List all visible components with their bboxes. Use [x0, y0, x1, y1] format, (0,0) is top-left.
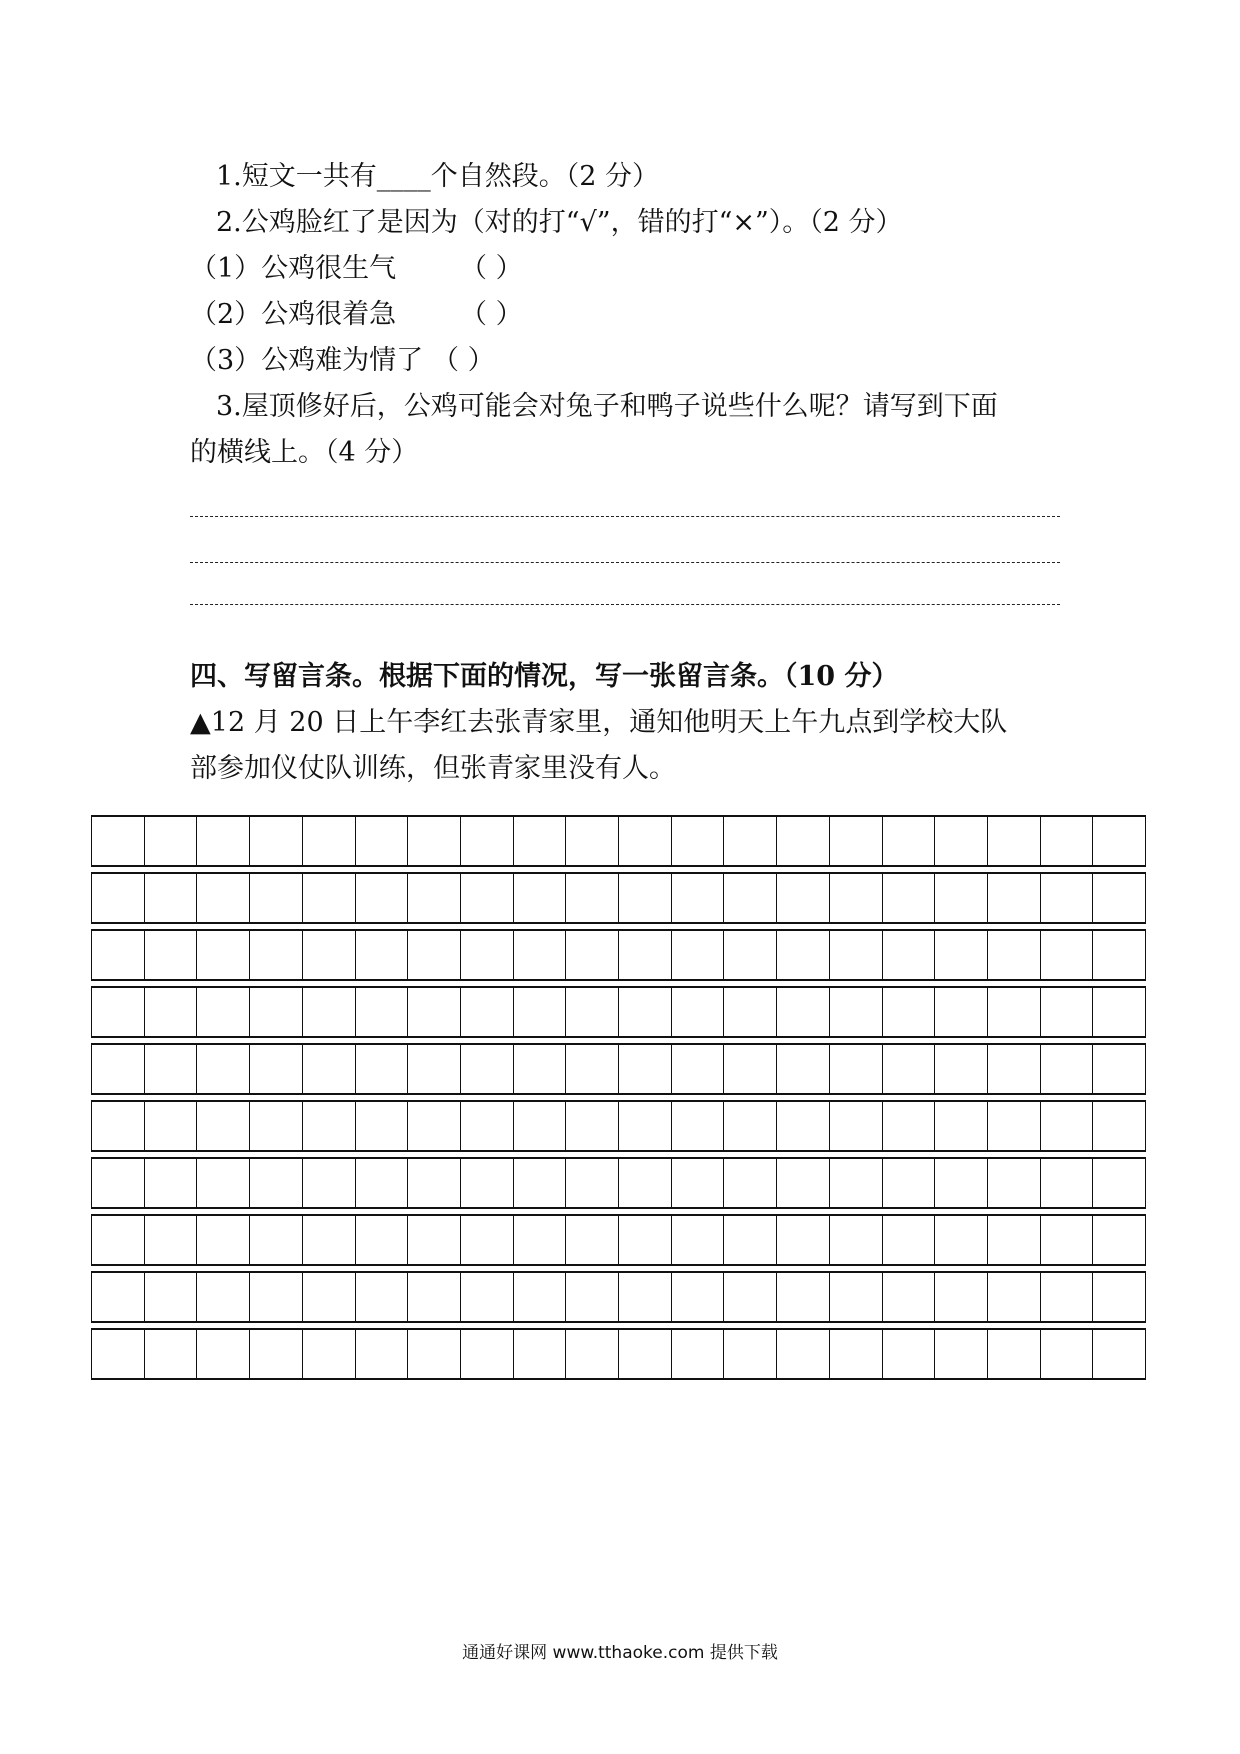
grid-cell[interactable] [460, 1102, 513, 1150]
grid-cell[interactable] [91, 1216, 144, 1264]
grid-cell[interactable] [144, 1330, 197, 1378]
grid-cell[interactable] [565, 988, 618, 1036]
grid-cell[interactable] [249, 931, 302, 979]
grid-cell[interactable] [829, 1216, 882, 1264]
grid-cell[interactable] [249, 817, 302, 865]
answer-line[interactable] [190, 604, 1060, 605]
grid-cell[interactable] [460, 874, 513, 922]
grid-row [91, 1328, 1146, 1380]
grid-cell[interactable] [302, 1159, 355, 1207]
grid-cell[interactable] [671, 1216, 724, 1264]
grid-cell[interactable] [460, 1273, 513, 1321]
grid-cell[interactable] [249, 1045, 302, 1093]
grid-cell[interactable] [249, 1102, 302, 1150]
grid-cell[interactable] [618, 931, 671, 979]
grid-cell[interactable] [776, 931, 829, 979]
grid-cell[interactable] [302, 1216, 355, 1264]
grid-cell[interactable] [565, 931, 618, 979]
grid-cell[interactable] [565, 1045, 618, 1093]
grid-cell[interactable] [196, 817, 249, 865]
writing-grid [91, 815, 1146, 1380]
grid-cell[interactable] [144, 988, 197, 1036]
grid-cell[interactable] [513, 1216, 566, 1264]
grid-cell[interactable] [302, 931, 355, 979]
grid-cell[interactable] [934, 1102, 987, 1150]
grid-cell[interactable] [302, 1273, 355, 1321]
grid-cell[interactable] [196, 1216, 249, 1264]
grid-cell[interactable] [671, 1102, 724, 1150]
grid-cell[interactable] [565, 1216, 618, 1264]
grid-cell[interactable] [882, 1330, 935, 1378]
grid-cell[interactable] [91, 1330, 144, 1378]
grid-cell[interactable] [196, 1330, 249, 1378]
grid-cell[interactable] [618, 1216, 671, 1264]
grid-cell[interactable] [723, 1216, 776, 1264]
grid-cell[interactable] [1092, 874, 1146, 922]
grid-cell[interactable] [196, 1273, 249, 1321]
grid-cell[interactable] [460, 1159, 513, 1207]
question-2-option-1 [190, 252, 523, 286]
grid-cell[interactable] [355, 988, 408, 1036]
grid-cell[interactable] [196, 931, 249, 979]
grid-cell[interactable] [882, 817, 935, 865]
grid-cell[interactable] [302, 1330, 355, 1378]
grid-cell[interactable] [355, 1102, 408, 1150]
grid-cell[interactable] [1092, 1159, 1146, 1207]
grid-cell[interactable] [460, 988, 513, 1036]
grid-row [91, 1157, 1146, 1209]
grid-cell[interactable] [355, 931, 408, 979]
grid-cell[interactable] [1092, 1273, 1146, 1321]
question-3-line-2: 的横线上。（4 分） [190, 437, 419, 468]
grid-cell[interactable] [934, 1045, 987, 1093]
grid-cell[interactable] [671, 931, 724, 979]
grid-cell[interactable] [1040, 1102, 1093, 1150]
grid-cell[interactable] [987, 988, 1040, 1036]
grid-cell[interactable] [934, 874, 987, 922]
grid-cell[interactable] [1040, 1045, 1093, 1093]
grid-cell[interactable] [776, 1045, 829, 1093]
grid-cell[interactable] [987, 1045, 1040, 1093]
grid-cell[interactable] [460, 1216, 513, 1264]
grid-cell[interactable] [1040, 874, 1093, 922]
grid-cell[interactable] [460, 1045, 513, 1093]
grid-cell[interactable] [1040, 1330, 1093, 1378]
grid-cell[interactable] [249, 1273, 302, 1321]
grid-cell[interactable] [618, 817, 671, 865]
grid-cell[interactable] [671, 874, 724, 922]
grid-cell[interactable] [723, 1330, 776, 1378]
grid-cell[interactable] [565, 817, 618, 865]
grid-cell[interactable] [1040, 817, 1093, 865]
grid-cell[interactable] [513, 931, 566, 979]
grid-cell[interactable] [618, 1159, 671, 1207]
grid-cell[interactable] [776, 988, 829, 1036]
grid-cell[interactable] [407, 1102, 460, 1150]
grid-cell[interactable] [144, 1159, 197, 1207]
grid-cell[interactable] [196, 874, 249, 922]
grid-cell[interactable] [513, 874, 566, 922]
grid-cell[interactable] [882, 1273, 935, 1321]
grid-cell[interactable] [934, 1159, 987, 1207]
grid-cell[interactable] [829, 817, 882, 865]
grid-cell[interactable] [407, 1273, 460, 1321]
grid-cell[interactable] [460, 931, 513, 979]
grid-cell[interactable] [355, 874, 408, 922]
grid-cell[interactable] [91, 1102, 144, 1150]
grid-cell[interactable] [1040, 1216, 1093, 1264]
grid-cell[interactable] [249, 1330, 302, 1378]
grid-cell[interactable] [882, 1102, 935, 1150]
grid-cell[interactable] [91, 988, 144, 1036]
grid-row [91, 1100, 1146, 1152]
grid-cell[interactable] [829, 1159, 882, 1207]
grid-cell[interactable] [1040, 1159, 1093, 1207]
grid-cell[interactable] [776, 1273, 829, 1321]
grid-cell[interactable] [407, 931, 460, 979]
grid-row [91, 986, 1146, 1038]
option-text: （1）公鸡很生气 [190, 253, 397, 284]
grid-cell[interactable] [882, 1159, 935, 1207]
grid-cell[interactable] [513, 1330, 566, 1378]
grid-cell[interactable] [302, 1102, 355, 1150]
grid-cell[interactable] [618, 988, 671, 1036]
grid-cell[interactable] [407, 1159, 460, 1207]
grid-cell[interactable] [776, 874, 829, 922]
grid-cell[interactable] [618, 1330, 671, 1378]
grid-cell[interactable] [829, 931, 882, 979]
grid-cell[interactable] [144, 1273, 197, 1321]
question-2-option-3 [190, 344, 495, 378]
grid-cell[interactable] [513, 988, 566, 1036]
section-4-heading: 四、写留言条。根据下面的情况，写一张留言条。（10 分） [190, 661, 899, 692]
grid-cell[interactable] [723, 817, 776, 865]
grid-cell[interactable] [1092, 1330, 1146, 1378]
grid-cell[interactable] [1092, 817, 1146, 865]
grid-cell[interactable] [723, 931, 776, 979]
grid-cell[interactable] [407, 988, 460, 1036]
grid-row [91, 815, 1146, 867]
grid-cell[interactable] [723, 1045, 776, 1093]
grid-cell[interactable] [671, 1159, 724, 1207]
grid-cell[interactable] [1092, 1216, 1146, 1264]
grid-cell[interactable] [407, 1216, 460, 1264]
grid-cell[interactable] [355, 1273, 408, 1321]
grid-cell[interactable] [829, 1045, 882, 1093]
footer-credit: 通通好课网 www.tthaoke.com 提供下载 [462, 1643, 778, 1663]
grid-cell[interactable] [829, 874, 882, 922]
grid-cell[interactable] [618, 1273, 671, 1321]
answer-parentheses[interactable]: （ ） [460, 299, 523, 330]
grid-cell[interactable] [1092, 931, 1146, 979]
grid-cell[interactable] [723, 988, 776, 1036]
grid-cell[interactable] [987, 1159, 1040, 1207]
grid-cell[interactable] [1040, 1273, 1093, 1321]
grid-cell[interactable] [987, 874, 1040, 922]
answer-line[interactable] [190, 562, 1060, 563]
grid-cell[interactable] [91, 1159, 144, 1207]
question-1: 1.短文一共有____个自然段。（2 分） [216, 161, 660, 192]
grid-cell[interactable] [302, 817, 355, 865]
grid-cell[interactable] [987, 1216, 1040, 1264]
grid-cell[interactable] [355, 1330, 408, 1378]
grid-cell[interactable] [565, 1273, 618, 1321]
grid-cell[interactable] [618, 874, 671, 922]
grid-cell[interactable] [1092, 988, 1146, 1036]
grid-cell[interactable] [987, 1273, 1040, 1321]
grid-cell[interactable] [144, 817, 197, 865]
grid-cell[interactable] [1092, 1102, 1146, 1150]
answer-line[interactable] [190, 516, 1060, 517]
grid-cell[interactable] [302, 874, 355, 922]
answer-parentheses[interactable]: （ ） [460, 253, 523, 284]
grid-cell[interactable] [882, 988, 935, 1036]
grid-cell[interactable] [882, 931, 935, 979]
grid-cell[interactable] [302, 988, 355, 1036]
grid-cell[interactable] [618, 1045, 671, 1093]
grid-cell[interactable] [407, 817, 460, 865]
option-text: （2）公鸡很着急 [190, 299, 397, 330]
grid-cell[interactable] [987, 1102, 1040, 1150]
grid-cell[interactable] [249, 1216, 302, 1264]
grid-cell[interactable] [987, 931, 1040, 979]
grid-cell[interactable] [829, 1102, 882, 1150]
grid-cell[interactable] [882, 874, 935, 922]
grid-cell[interactable] [407, 874, 460, 922]
question-2-option-2 [190, 298, 523, 332]
grid-row [91, 1271, 1146, 1323]
grid-cell[interactable] [934, 988, 987, 1036]
grid-cell[interactable] [671, 1045, 724, 1093]
grid-cell[interactable] [565, 874, 618, 922]
grid-cell[interactable] [776, 1102, 829, 1150]
grid-cell[interactable] [723, 874, 776, 922]
grid-cell[interactable] [144, 1216, 197, 1264]
grid-cell[interactable] [249, 874, 302, 922]
grid-cell[interactable] [882, 1216, 935, 1264]
grid-cell[interactable] [618, 1102, 671, 1150]
grid-cell[interactable] [196, 988, 249, 1036]
grid-cell[interactable] [829, 988, 882, 1036]
grid-row [91, 872, 1146, 924]
grid-cell[interactable] [776, 1159, 829, 1207]
grid-cell[interactable] [565, 1330, 618, 1378]
grid-cell[interactable] [91, 1273, 144, 1321]
grid-cell[interactable] [407, 1330, 460, 1378]
grid-cell[interactable] [934, 1216, 987, 1264]
grid-cell[interactable] [987, 817, 1040, 865]
grid-cell[interactable] [91, 874, 144, 922]
grid-cell[interactable] [144, 1102, 197, 1150]
grid-cell[interactable] [355, 1159, 408, 1207]
grid-cell[interactable] [513, 1159, 566, 1207]
answer-parentheses[interactable]: （ ） [432, 345, 495, 376]
grid-cell[interactable] [407, 1045, 460, 1093]
grid-cell[interactable] [671, 1330, 724, 1378]
grid-cell[interactable] [144, 874, 197, 922]
grid-cell[interactable] [196, 1102, 249, 1150]
grid-cell[interactable] [776, 817, 829, 865]
grid-cell[interactable] [196, 1045, 249, 1093]
grid-cell[interactable] [513, 817, 566, 865]
grid-cell[interactable] [460, 817, 513, 865]
grid-cell[interactable] [91, 1045, 144, 1093]
grid-cell[interactable] [671, 1273, 724, 1321]
grid-cell[interactable] [776, 1330, 829, 1378]
grid-cell[interactable] [934, 817, 987, 865]
grid-cell[interactable] [460, 1330, 513, 1378]
grid-cell[interactable] [196, 1159, 249, 1207]
grid-cell[interactable] [934, 1330, 987, 1378]
grid-cell[interactable] [829, 1273, 882, 1321]
grid-cell[interactable] [829, 1330, 882, 1378]
grid-row [91, 929, 1146, 981]
grid-cell[interactable] [776, 1216, 829, 1264]
grid-cell[interactable] [91, 931, 144, 979]
grid-row [91, 1214, 1146, 1266]
grid-cell[interactable] [671, 988, 724, 1036]
grid-cell[interactable] [249, 988, 302, 1036]
grid-cell[interactable] [565, 1102, 618, 1150]
question-3-line-1: 3.屋顶修好后，公鸡可能会对兔子和鸭子说些什么呢？请写到下面 [216, 391, 998, 422]
grid-cell[interactable] [882, 1045, 935, 1093]
grid-cell[interactable] [355, 817, 408, 865]
grid-cell[interactable] [513, 1273, 566, 1321]
grid-cell[interactable] [934, 1273, 987, 1321]
grid-cell[interactable] [355, 1216, 408, 1264]
grid-cell[interactable] [355, 1045, 408, 1093]
grid-cell[interactable] [1040, 988, 1093, 1036]
grid-cell[interactable] [513, 1102, 566, 1150]
grid-cell[interactable] [302, 1045, 355, 1093]
section-4-prompt-line-1: ▲12 月 20 日上午李红去张青家里，通知他明天上午九点到学校大队 [190, 707, 1008, 738]
grid-cell[interactable] [723, 1102, 776, 1150]
grid-cell[interactable] [934, 931, 987, 979]
grid-cell[interactable] [723, 1273, 776, 1321]
option-text: （3）公鸡难为情了 [190, 345, 424, 376]
question-2: 2.公鸡脸红了是因为（对的打“√”，错的打“×”）。（2 分） [216, 207, 903, 238]
grid-cell[interactable] [565, 1159, 618, 1207]
grid-cell[interactable] [1040, 931, 1093, 979]
grid-cell[interactable] [987, 1330, 1040, 1378]
section-4-prompt-line-2: 部参加仪仗队训练，但张青家里没有人。 [190, 753, 676, 784]
grid-cell[interactable] [671, 817, 724, 865]
grid-cell[interactable] [1092, 1045, 1146, 1093]
grid-cell[interactable] [513, 1045, 566, 1093]
grid-cell[interactable] [249, 1159, 302, 1207]
grid-cell[interactable] [723, 1159, 776, 1207]
grid-cell[interactable] [144, 931, 197, 979]
section-4-title [190, 660, 898, 694]
grid-cell[interactable] [144, 1045, 197, 1093]
grid-cell[interactable] [91, 817, 144, 865]
grid-row [91, 1043, 1146, 1095]
